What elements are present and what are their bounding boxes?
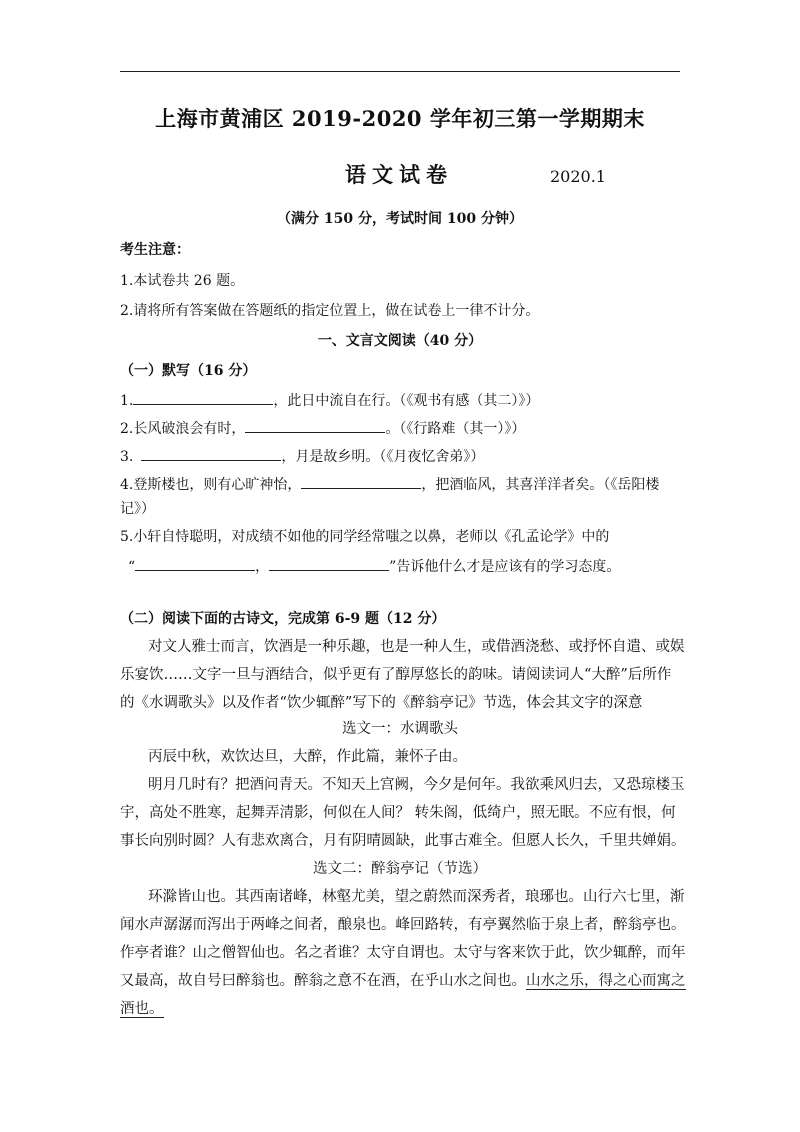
answer-blank <box>135 556 255 571</box>
selection2-line-2: 闻水声潺潺而泻出于两峰之间者，酿泉也。峰回路转，有亭翼然临于泉上者，醉翁亭也。 <box>120 917 686 933</box>
exam-date: 2020.1 <box>550 167 606 186</box>
question-5-suffix: ”告诉他什么才是应该有的学习态度。 <box>389 559 621 575</box>
notice-item-1: 1.本试卷共 26 题。 <box>120 273 245 289</box>
question-5-line2 <box>128 556 620 576</box>
underlined-sentence: 山水之乐，得之心而寓之 <box>526 973 686 989</box>
question-3 <box>120 446 484 466</box>
selection1-line-2: 宇，高处不胜寒，起舞弄清影，何似在人间？ 转朱阁，低绮户，照无眠。不应有恨，何 <box>120 805 676 821</box>
header-rule <box>120 71 680 72</box>
intro-line-1: 对文人雅士而言，饮酒是一种乐趣，也是一种人生，或借酒浇愁、或抒怀自遣、或娱 <box>148 639 685 655</box>
answer-blank <box>301 474 421 489</box>
answer-blank <box>141 446 281 461</box>
question-4-prefix: 4.登斯楼也，则有心旷神怡， <box>120 477 302 493</box>
question-2 <box>120 418 525 438</box>
question-1-text: ，此日中流自在行。（《观书有感（其二）》） <box>273 393 540 409</box>
intro-line-2: 乐宴饮……文字一旦与酒结合，似乎更有了醇厚悠长的韵味。请阅读词人“大醉”后所作 <box>120 667 672 683</box>
selection2-line-1: 环滁皆山也。其西南诸峰，林壑尤美，望之蔚然而深秀者，琅琊也。山行六七里，渐 <box>148 889 685 905</box>
selection2-line-4 <box>120 972 686 990</box>
underlined-sentence-end: 酒也。 <box>120 1001 164 1017</box>
part1-title: （一）默写（16 分） <box>120 363 257 379</box>
selection2-line-5 <box>120 1000 164 1018</box>
answer-blank <box>133 390 273 405</box>
question-2-suffix: 。（《行路难（其一）》） <box>385 421 526 437</box>
question-1-number: 1. <box>120 393 134 409</box>
question-2-prefix: 2.长风破浪会有时， <box>120 421 246 437</box>
question-3-number: 3. <box>120 449 134 465</box>
selection2-line-4-text: 又最高，故自号曰醉翁也。醉翁之意不在酒，在乎山水之间也。 <box>120 973 526 989</box>
selection1-title: 选文一：水调歌头 <box>342 721 458 737</box>
part2-title: （二）阅读下面的古诗文，完成第 6-9 题（12 分） <box>120 611 446 627</box>
question-4-continued: 记》） <box>120 501 155 517</box>
exam-title-line1: 上海市黄浦区 2019-2020 学年初三第一学期期末 <box>155 106 645 131</box>
section1-title: 一、文言文阅读（40 分） <box>317 333 483 349</box>
selection2-title: 选文二：醉翁亭记（节选） <box>313 861 487 877</box>
selection1-line-1: 明月几时有？把酒问青天。不知天上宫阙，今夕是何年。我欲乘风归去，又恐琼楼玉 <box>148 777 685 793</box>
question-3-text: ，月是故乡明。（《月夜忆舍弟》） <box>281 449 485 465</box>
question-5-comma: ， <box>255 559 270 575</box>
question-5-open-quote: “ <box>128 559 136 575</box>
answer-blank <box>269 556 389 571</box>
exam-title-line2: 语文试卷 <box>345 162 453 187</box>
score-time-note: （满分 150 分，考试时间 100 分钟） <box>277 211 523 227</box>
selection1-preface: 丙辰中秋，欢饮达旦，大醉，作此篇，兼怀子由。 <box>148 749 467 765</box>
question-5-line1: 5.小轩自恃聪明，对成绩不如他的同学经常嗤之以鼻，老师以《孔孟论学》中的 <box>120 529 610 545</box>
answer-blank <box>245 418 385 433</box>
selection1-line-3: 事长向别时圆？人有悲欢离合，月有阴晴圆缺，此事古难全。但愿人长久，千里共婵娟。 <box>120 833 686 849</box>
selection2-line-3: 作亭者谁？山之僧智仙也。名之者谁？太守自谓也。太守与客来饮于此，饮少辄醉，而年 <box>120 945 686 961</box>
question-1 <box>120 390 539 410</box>
intro-line-3: 的《水调歌头》以及作者“饮少辄醉”写下的《醉翁亭记》节选，体会其文字的深意 <box>120 695 643 711</box>
question-4 <box>120 474 659 494</box>
notice-heading: 考生注意： <box>120 242 190 258</box>
notice-item-2: 2.请将所有答案做在答题纸的指定位置上，做在试卷上一律不计分。 <box>120 303 540 319</box>
question-4-suffix: ，把酒临风，其喜洋洋者矣。（《岳阳楼 <box>421 477 660 493</box>
